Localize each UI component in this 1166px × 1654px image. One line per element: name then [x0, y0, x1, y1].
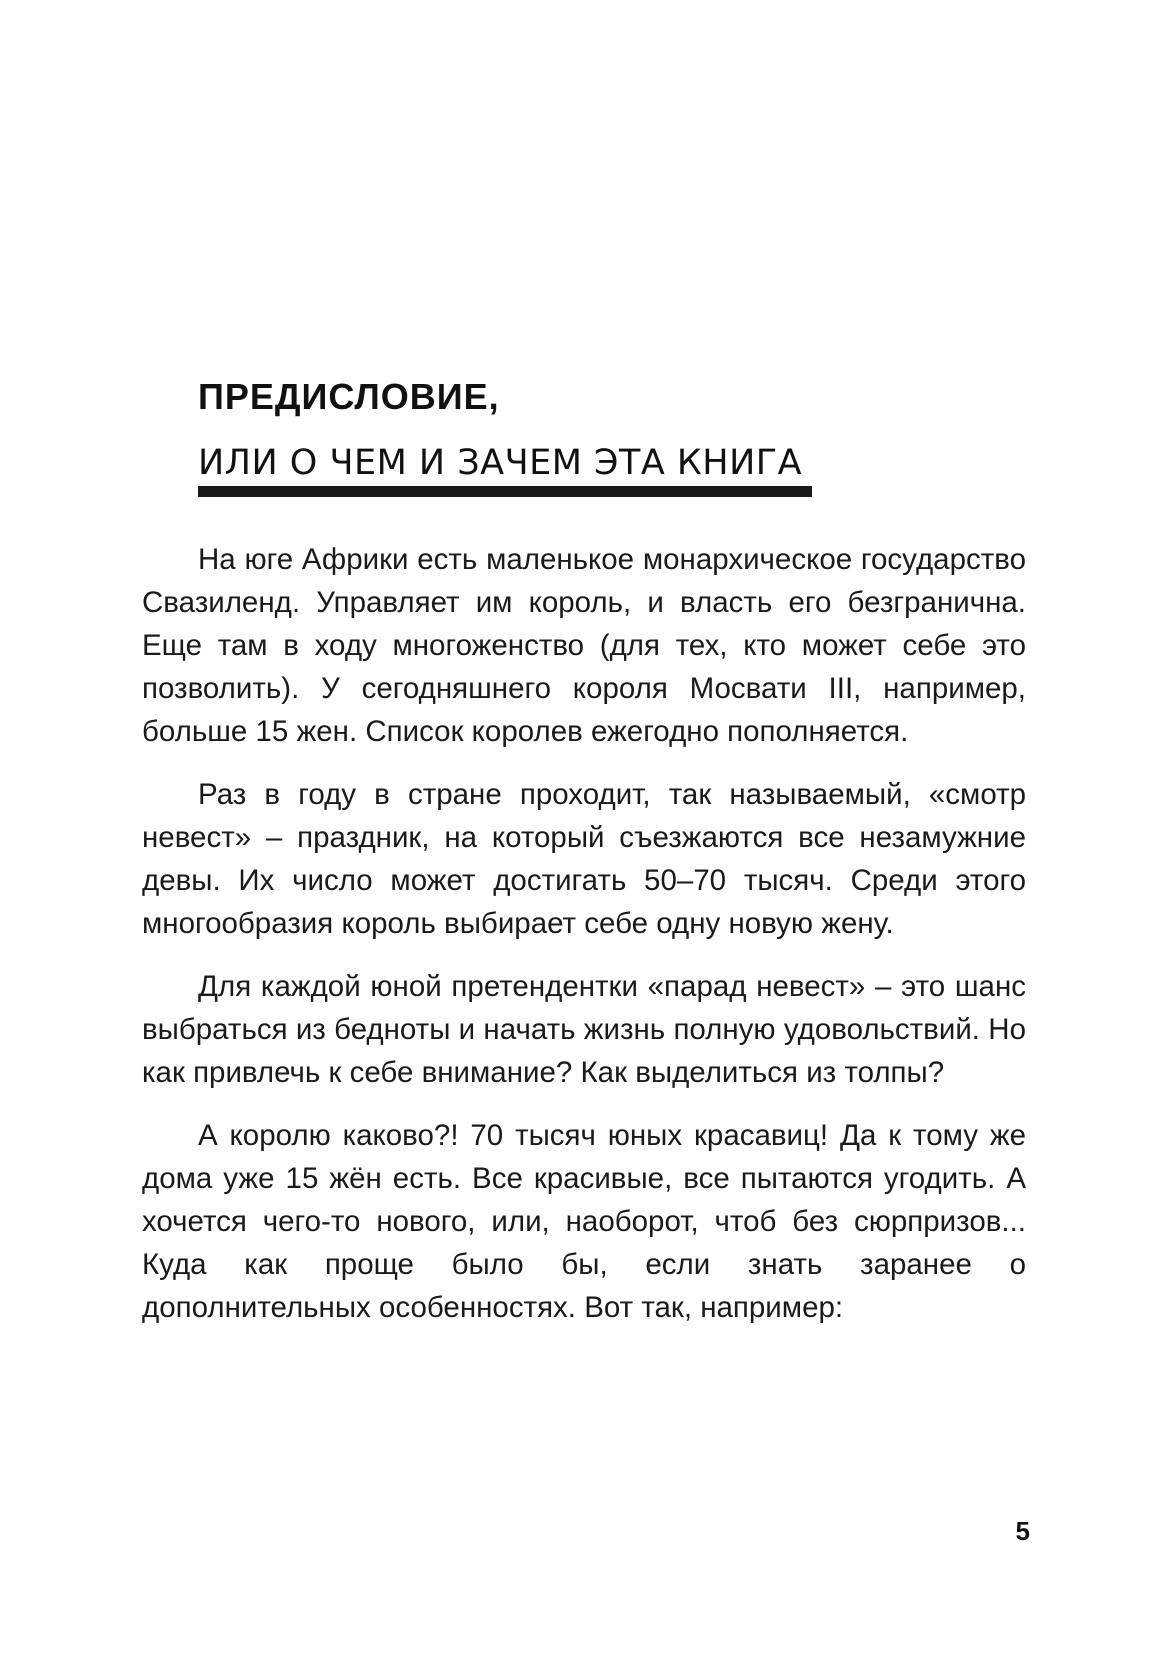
paragraph: На юге Африки есть маленькое монархическое государство Свазиленд. Управляет им король, и власть его безгранична. Еще там в ходу многоженство (для тех, кто может себе это позволить). У сегодняшнего короля Мосвати III, например, больше 15 жен. Список королев ежегодно пополняется. [142, 543, 1026, 748]
paragraph: Для каждой юной претендентки «парад невест» – это шанс выбраться из бедноты и начать жизнь полную удовольствий. Но как привлечь к себе внимание? Как выделиться из толпы? [142, 970, 1026, 1089]
chapter-heading [198, 374, 838, 486]
paragraph: Раз в году в стране проходит, так называемый, «смотр невест» – праздник, на который съезжаются все незамужние девы. Их число может достигать 50–70 тысяч. Среди этого многообразия король выбирает себе одну новую жену. [142, 778, 1026, 940]
chapter-body [142, 538, 1026, 1349]
paragraph: А королю каково?! 70 тысяч юных красавиц! Да к тому же дома уже 15 жён есть. Все красивые, все пытаются угодить. А хочется чего-то нового, или, наоборот, чтоб без сюрпризов... Куда как проще было бы, если знать заранее о дополнительных особенностях. Вот так, например: [142, 1119, 1026, 1324]
chapter-title: ПРЕДИСЛОВИЕ, [198, 376, 500, 417]
chapter-subtitle: ИЛИ О ЧЕМ И ЗАЧЕМ ЭТА КНИГА [198, 443, 803, 483]
page-number: 5 [1015, 1516, 1030, 1546]
heading-divider [198, 486, 812, 497]
